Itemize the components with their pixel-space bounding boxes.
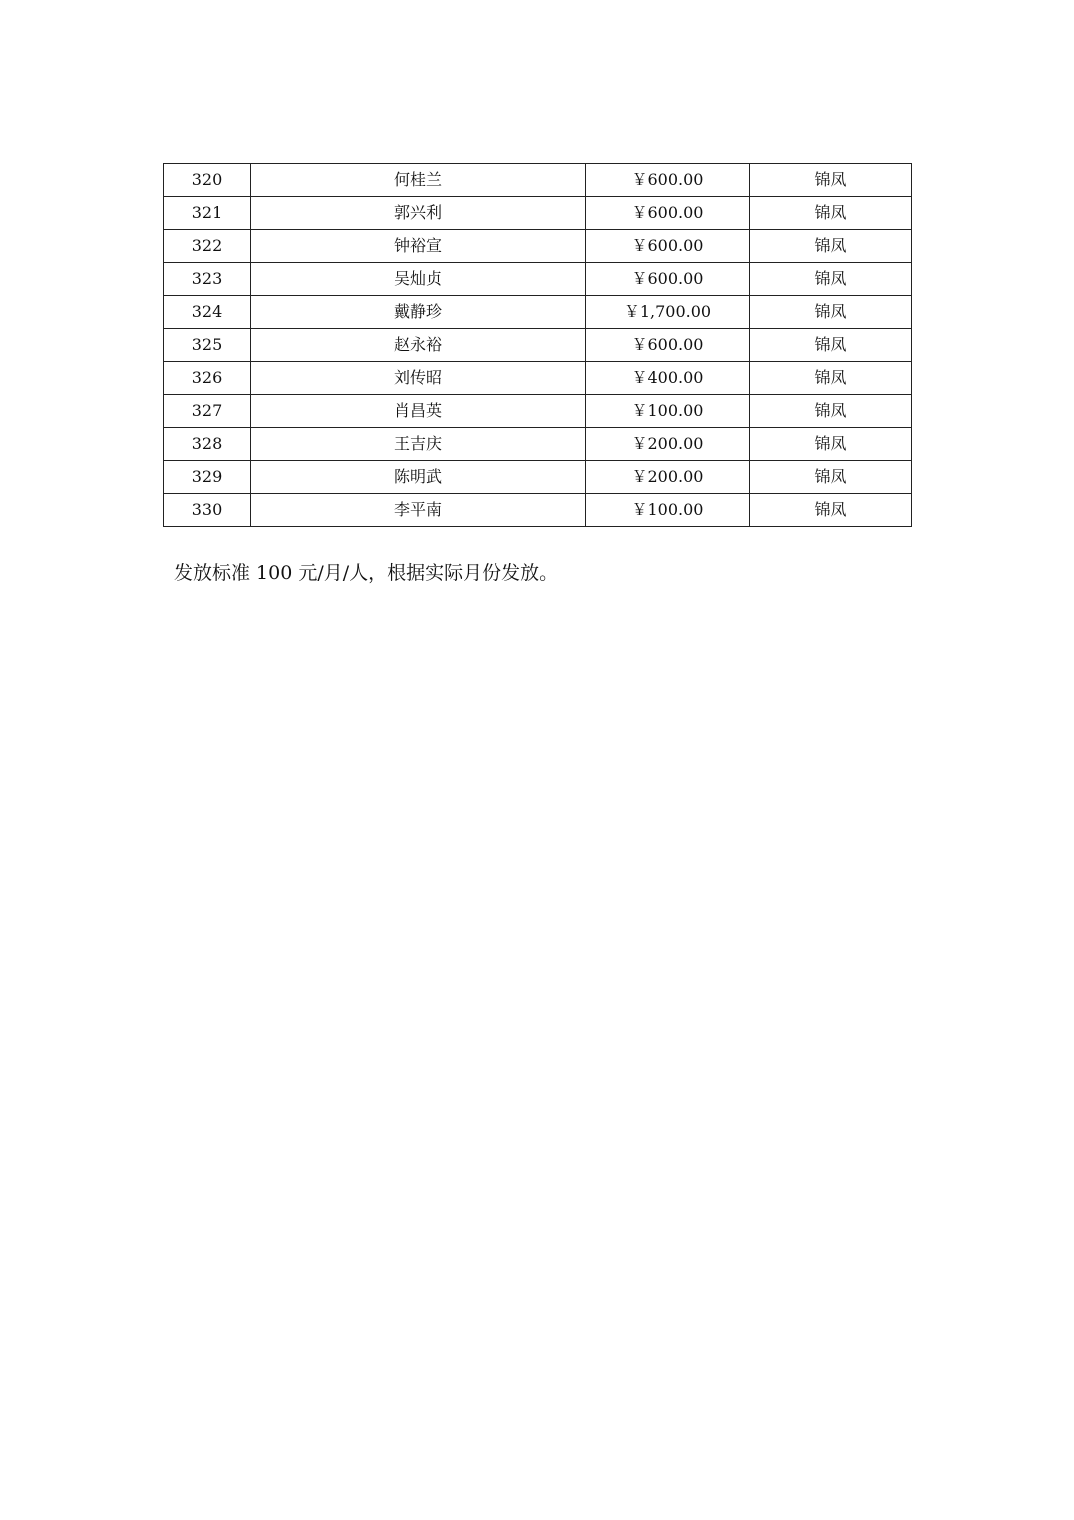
table-row <box>164 395 912 428</box>
row-number: 327 <box>164 395 251 428</box>
area-name: 锦凤 <box>750 230 912 263</box>
subsidy-amount: ￥600.00 <box>586 230 750 263</box>
subsidy-amount: ￥600.00 <box>586 263 750 296</box>
subsidy-amount: ￥600.00 <box>586 164 750 197</box>
row-number: 328 <box>164 428 251 461</box>
subsidy-amount: ￥600.00 <box>586 197 750 230</box>
table-row <box>164 329 912 362</box>
person-name: 陈明武 <box>251 461 586 494</box>
subsidy-amount: ￥1,700.00 <box>586 296 750 329</box>
area-name: 锦凤 <box>750 362 912 395</box>
person-name: 吴灿贞 <box>251 263 586 296</box>
distribution-note: 发放标准 100 元/月/人，根据实际月份发放。 <box>174 562 559 584</box>
person-name: 郭兴利 <box>251 197 586 230</box>
row-number: 323 <box>164 263 251 296</box>
table-row <box>164 296 912 329</box>
person-name: 钟裕宣 <box>251 230 586 263</box>
row-number: 320 <box>164 164 251 197</box>
area-name: 锦凤 <box>750 296 912 329</box>
subsidy-amount: ￥200.00 <box>586 461 750 494</box>
subsidy-amount: ￥100.00 <box>586 395 750 428</box>
row-number: 329 <box>164 461 251 494</box>
table-row <box>164 428 912 461</box>
subsidy-amount: ￥400.00 <box>586 362 750 395</box>
person-name: 王吉庆 <box>251 428 586 461</box>
row-number: 330 <box>164 494 251 527</box>
table-row <box>164 263 912 296</box>
row-number: 324 <box>164 296 251 329</box>
person-name: 肖昌英 <box>251 395 586 428</box>
person-name: 何桂兰 <box>251 164 586 197</box>
person-name: 李平南 <box>251 494 586 527</box>
subsidy-amount: ￥600.00 <box>586 329 750 362</box>
area-name: 锦凤 <box>750 461 912 494</box>
person-name: 赵永裕 <box>251 329 586 362</box>
table-row <box>164 230 912 263</box>
table-row <box>164 164 912 197</box>
area-name: 锦凤 <box>750 263 912 296</box>
row-number: 321 <box>164 197 251 230</box>
table-row <box>164 362 912 395</box>
row-number: 325 <box>164 329 251 362</box>
row-number: 322 <box>164 230 251 263</box>
subsidy-table <box>163 163 912 527</box>
table-row <box>164 461 912 494</box>
row-number: 326 <box>164 362 251 395</box>
area-name: 锦凤 <box>750 428 912 461</box>
person-name: 刘传昭 <box>251 362 586 395</box>
table-row <box>164 197 912 230</box>
subsidy-amount: ￥200.00 <box>586 428 750 461</box>
area-name: 锦凤 <box>750 494 912 527</box>
area-name: 锦凤 <box>750 197 912 230</box>
table-row <box>164 494 912 527</box>
area-name: 锦凤 <box>750 164 912 197</box>
person-name: 戴静珍 <box>251 296 586 329</box>
subsidy-amount: ￥100.00 <box>586 494 750 527</box>
area-name: 锦凤 <box>750 395 912 428</box>
area-name: 锦凤 <box>750 329 912 362</box>
